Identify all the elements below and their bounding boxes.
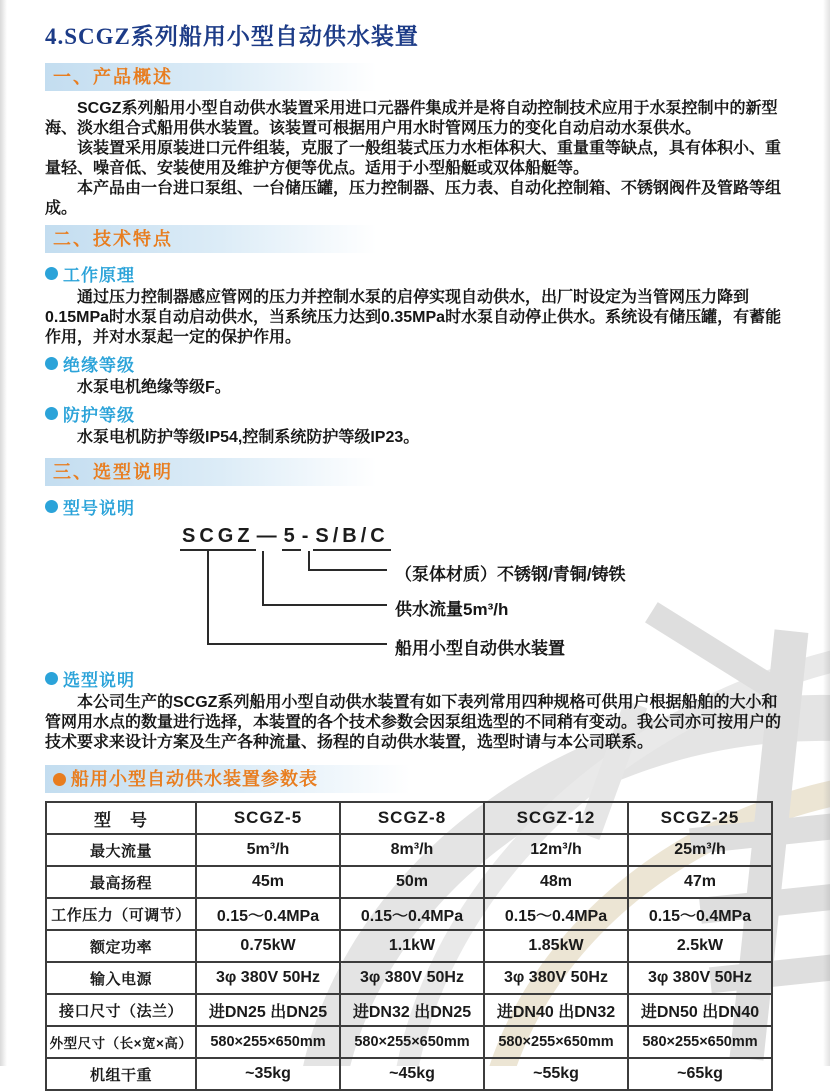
table-header-cell: SCGZ-12 [484,802,628,834]
bullet-icon [45,357,58,370]
row-label: 机组干重 [46,1058,196,1090]
row-value: 580×255×650mm [340,1026,484,1058]
row-value: 45m [196,866,340,898]
row-value: 3φ 380V 50Hz [340,962,484,994]
model-code-dash: — [256,525,281,547]
section-bar-features [45,225,435,253]
table-header-cell: SCGZ-8 [340,802,484,834]
model-callout-flow: 供水流量5m³/h [395,600,509,619]
table-row [46,1058,772,1090]
row-value: 0.15～0.4MPa [628,898,772,930]
row-value: 进DN40 出DN32 [484,994,628,1026]
row-value: 2.5kW [628,930,772,962]
row-label: 最大流量 [46,834,196,866]
model-code [180,525,391,548]
params-table [45,801,773,1091]
table-header-cell: SCGZ-25 [628,802,772,834]
feature-text: 通过压力控制器感应管网的压力并控制水泵的启停实现自动供水，出厂时设定为当管网压力降到0.15MPa时水泵自动启动供水，当系统压力达到0.35MPa时水泵自动停止供水。系统设有储压罐，有蓄能作用，并对水泵起一定的保护作用。 [45,289,782,346]
feature-text: 水泵电机绝缘等级F。 [77,379,231,396]
model-code-flow: 5 [282,525,301,551]
section-bar-overview [45,63,435,91]
model-diagram-line [207,551,209,645]
feature-insulation-class [45,351,788,376]
selection-note-text: 本公司生产的SCGZ系列船用小型自动供水装置有如下表列常用四种规格可供用户根据船舶的大小和管网用水点的数量进行选择，本装置的各个技术参数会因泵组选型的不同稍有变动。我公司亦可按用户的技术要求来设计方案及生产各种流量、扬程的自动供水装置，选型时请与本公司联系。 [45,694,782,751]
overview-paragraph: SCGZ系列船用小型自动供水装置采用进口元器件集成并是将自动控制技术应用于水泵控制中的新型海、淡水组合式船用供水装置。该装置可根据用户用水时管网压力的变化自动启动水泵供水。 [45,100,778,137]
table-row [46,1026,772,1058]
row-value: 12m³/h [484,834,628,866]
model-code-material: S/B/C [313,525,390,551]
overview-heading: 一、产品概述 [53,67,173,87]
feature-label: 绝缘等级 [63,356,135,375]
section-bar-params-table [45,765,475,793]
row-value: 3φ 380V 50Hz [196,962,340,994]
row-value: 5m³/h [196,834,340,866]
row-value: 1.1kW [340,930,484,962]
table-row [46,962,772,994]
row-value: 580×255×650mm [628,1026,772,1058]
model-callout-material: （泵体材质）不锈钢/青铜/铸铁 [395,565,626,584]
row-value: ~45kg [340,1058,484,1090]
row-value: 580×255×650mm [196,1026,340,1058]
row-value: ~35kg [196,1058,340,1090]
bullet-icon [45,672,58,685]
bullet-icon [45,500,58,513]
overview-paragraphs [45,99,788,219]
overview-paragraph: 该装置采用原装进口元件组装，克服了一般组装式压力水柜体积大、重量重等缺点，具有体积小、重量轻、噪音低、安装使用及维护方便等优点。适用于小型船艇或双体船艇等。 [45,140,782,177]
model-diagram-line [308,551,310,571]
row-label: 外型尺寸（长×宽×高） [46,1026,196,1058]
bullet-icon [53,773,66,786]
table-row [46,834,772,866]
table-header-row [46,802,772,834]
section-bar-selection [45,458,435,486]
table-row [46,930,772,962]
row-value: 50m [340,866,484,898]
row-value: ~65kg [628,1058,772,1090]
table-row [46,866,772,898]
row-value: 1.85kW [484,930,628,962]
row-value: 8m³/h [340,834,484,866]
row-value: 25m³/h [628,834,772,866]
row-label: 接口尺寸（法兰） [46,994,196,1026]
model-diagram-line [262,551,264,606]
feature-text: 水泵电机防护等级IP54,控制系统防护等级IP23。 [77,429,420,446]
model-code-series: SCGZ [180,525,256,551]
params-table-heading: 船用小型自动供水装置参数表 [71,769,318,789]
model-code-diagram [45,525,788,663]
feature-label: 防护等级 [63,406,135,425]
row-label: 额定功率 [46,930,196,962]
selection-note-label: 选型说明 [63,671,135,690]
row-value: 3φ 380V 50Hz [484,962,628,994]
row-value: 0.15～0.4MPa [484,898,628,930]
row-value: 3φ 380V 50Hz [628,962,772,994]
model-diagram-line [308,569,387,571]
row-value: 进DN50 出DN40 [628,994,772,1026]
model-spec [45,494,788,519]
row-label: 工作压力（可调节） [46,898,196,930]
feature-working-principle [45,261,788,286]
row-label: 输入电源 [46,962,196,994]
page-title: 4.SCGZ系列船用小型自动供水装置 [45,24,419,49]
row-value: 进DN32 出DN25 [340,994,484,1026]
table-header-cell: 型 号 [46,802,196,834]
table-row [46,898,772,930]
row-value: 48m [484,866,628,898]
row-value: 进DN25 出DN25 [196,994,340,1026]
features-heading: 二、技术特点 [53,229,173,249]
model-diagram-line [207,643,387,645]
row-value: 0.15～0.4MPa [196,898,340,930]
bullet-icon [45,407,58,420]
model-code-dash: - [301,525,313,547]
selection-heading: 三、选型说明 [53,462,173,482]
row-value: ~55kg [484,1058,628,1090]
row-value: 47m [628,866,772,898]
model-spec-label: 型号说明 [63,499,135,518]
table-row [46,994,772,1026]
selection-note [45,666,788,691]
model-callout-device: 船用小型自动供水装置 [395,639,565,658]
feature-label: 工作原理 [63,266,135,285]
model-diagram-line [262,604,387,606]
feature-protection-class [45,401,788,426]
table-header-cell: SCGZ-5 [196,802,340,834]
bullet-icon [45,267,58,280]
row-value: 580×255×650mm [484,1026,628,1058]
overview-paragraph: 本产品由一台进口泵组、一台储压罐，压力控制器、压力表、自动化控制箱、不锈钢阀件及管路等组成。 [45,180,782,217]
row-value: 0.15～0.4MPa [340,898,484,930]
row-value: 0.75kW [196,930,340,962]
row-label: 最高扬程 [46,866,196,898]
